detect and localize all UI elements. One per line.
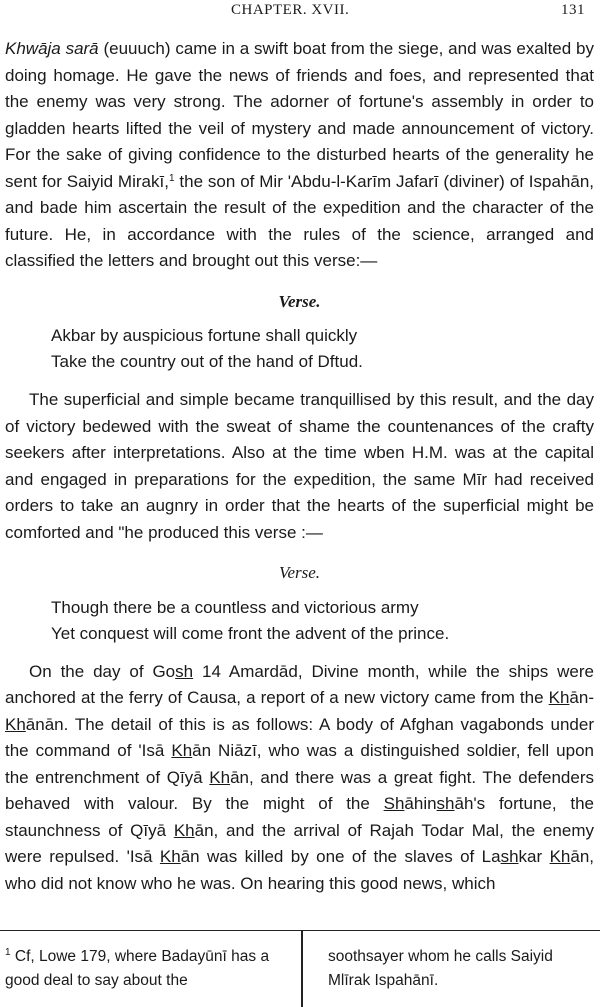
text-run: ān, and the arrival of Rajah Todar Mal, the enemy were repulsed. 'Isā — [5, 820, 594, 866]
footnote-left — [5, 945, 290, 993]
text-run: ān, and there was a great fight. The defenders behaved with valour. By the might of the — [5, 767, 594, 813]
footnote-right: soothsayer whom he calls Saiyid Mlīrak Ispahānī. — [328, 948, 553, 989]
underlined-run: Kh — [549, 847, 571, 866]
verse-block-1 — [51, 323, 594, 375]
text-run: On the day of Go — [29, 661, 176, 681]
verse-line: Though there be a countless and victorious army — [51, 597, 419, 617]
footnote-divider — [0, 930, 600, 931]
verse-line: Take the country out of the hand of Dftud. — [51, 352, 363, 371]
underlined-run: Kh — [548, 688, 570, 707]
footnote-text: Cf, Lowe 179, where Badayūnī has a good deal to say about the — [5, 948, 270, 989]
paragraph-1 — [5, 36, 594, 275]
footnote-column-divider — [301, 930, 303, 1007]
main-text — [5, 36, 594, 897]
underlined-run: sh — [436, 794, 455, 813]
footnote-marker: 1 — [168, 172, 175, 184]
text-run: āh's fortune, the staunchness of Qīyā — [5, 794, 595, 840]
verse-line: Akbar by auspicious fortune shall quickly — [51, 326, 358, 345]
footnote-marker: 1 — [5, 947, 11, 958]
underlined-run: Kh — [159, 847, 181, 866]
verse-line: Yet conquest will come front the advent of the prince. — [51, 623, 450, 643]
underlined-run: Sh — [383, 794, 405, 813]
text-run: ān- — [569, 688, 594, 707]
verse-heading-1: Verse. — [278, 291, 321, 311]
underlined-run: sh — [500, 847, 519, 866]
underlined-run: sh — [175, 661, 194, 681]
verse-block-2 — [51, 595, 594, 647]
text-run: kar — [518, 847, 550, 866]
italic-term: Khwāja sarā — [5, 39, 99, 58]
underlined-run: Kh — [171, 741, 193, 760]
text-run: ānān. The detail of this is as follows: A body of Afghan vagabonds under the command of 'Isā — [5, 714, 594, 760]
running-header — [0, 0, 600, 26]
paragraph-3 — [5, 659, 594, 898]
chapter-title: CHAPTER. XVII. — [231, 2, 350, 18]
text-run: ān was killed by one of the slaves of La — [180, 847, 501, 866]
text-run: āhin — [404, 794, 437, 813]
text-run: ān Niāzī, who was a distinguished soldier, fell upon the entrenchment of Qīyā — [5, 741, 594, 787]
paragraph-text: (euuuch) came in a swift boat from the siege, and was exalted by doing homage. He gave the news of friends and foes, and represented that the enemy was very strong. The adorner of fortune's assembly in order to gladden hearts lifted the veil of mystery and made announcement of victory. For the sake of giving confidence to the disturbed hearts of the generality he sent for Saiyid Mirakī, — [5, 39, 594, 191]
paragraph-text: the son of Mir 'Abdu-l-Karīm Jafarī (diviner) of Ispahān, and bade him ascertain the result of the expedition and the character of the future. He, in accordance with the rules of the science, arranged and classified the letters and brought out this verse:— — [5, 171, 594, 270]
text-run: 14 Amardād, Divine month, while the ships were anchored at the ferry of Causa, a report of a new victory came from the — [5, 661, 595, 707]
verse-heading-2: Verse. — [278, 563, 321, 582]
underlined-run: Kh — [173, 820, 195, 840]
underlined-run: Kh — [209, 767, 231, 787]
underlined-run: Kh — [5, 714, 26, 734]
text-run: ān, who did not know who he was. On hearing this good news, which — [5, 847, 594, 893]
paragraph-2: The superficial and simple became tranquillised by this result, and the day of victory bedewed with the sweat of shame the countenances of the crafty seekers after interpretations. Also at the time wben H.M. was at the capital and engaged in preparations for the expedition, the same Mīr had received orders to take an augnry in order that the hearts of the superficial might be comforted and "he produced this verse :— — [5, 390, 594, 542]
page-number: 131 — [561, 2, 585, 18]
